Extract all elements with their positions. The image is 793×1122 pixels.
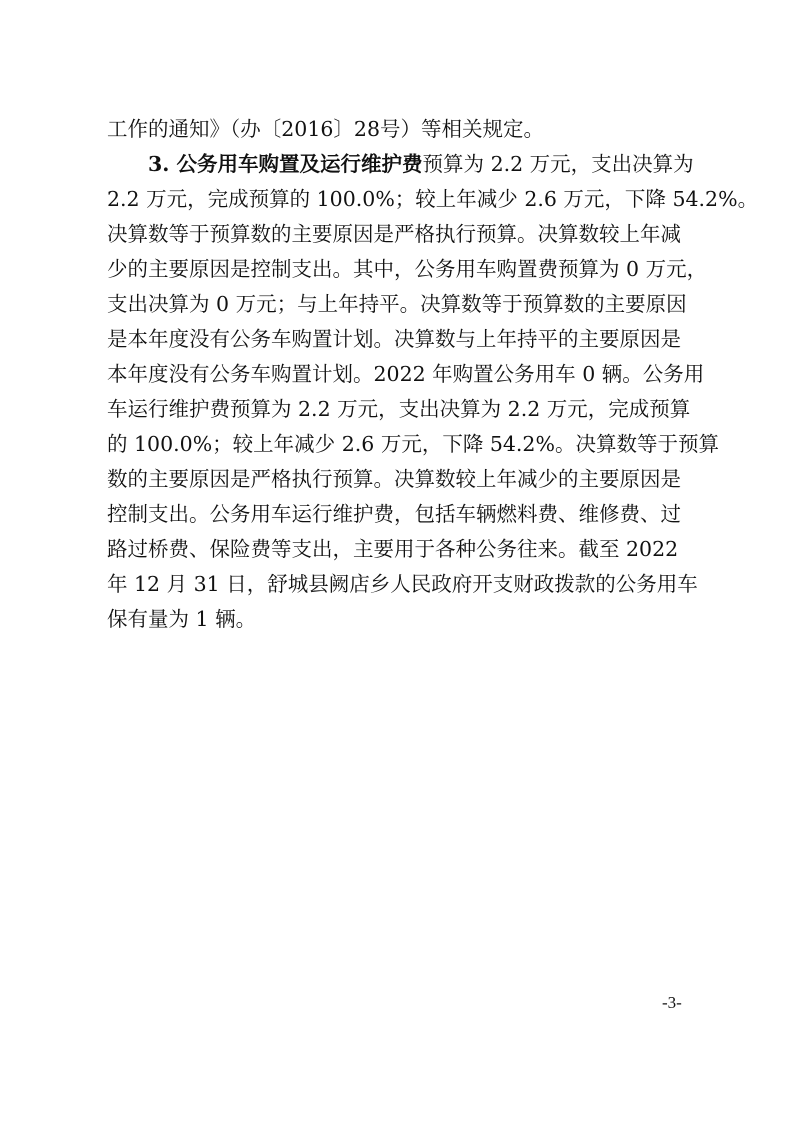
paragraph-line: 路过桥费、保险费等支出，主要用于各种公务往来。截至 2022 [107, 537, 679, 561]
section-first-line [107, 147, 693, 182]
paragraph-line: 控制支出。公务用车运行维护费，包括车辆燃料费、维修费、过 [107, 502, 681, 526]
document-body [107, 112, 759, 637]
paragraph-line: 保有量为 1 辆。 [107, 607, 257, 631]
paragraph-text: 预算为 2.2 万元，支出决算为 [422, 152, 694, 176]
page-number: -3- [662, 993, 682, 1012]
paragraph-line: 工作的通知》（办〔2016〕28号）等相关规定。 [107, 117, 545, 141]
paragraph-line: 2.2 万元，完成预算的 100.0%；较上年减少 2.6 万元，下降 54.2%。 [107, 187, 759, 211]
paragraph-line: 少的主要原因是控制支出。其中，公务用车购置费预算为 0 万元， [107, 257, 708, 281]
paragraph-line: 是本年度没有公务车购置计划。决算数与上年持平的主要原因是 [107, 327, 681, 351]
paragraph-line: 车运行维护费预算为 2.2 万元，支出决算为 2.2 万元，完成预算 [107, 397, 691, 421]
paragraph-line: 的 100.0%；较上年减少 2.6 万元，下降 54.2%。决算数等于预算 [107, 432, 719, 456]
section-heading: 3. 公务用车购置及运行维护费 [148, 152, 423, 176]
paragraph-line: 本年度没有公务车购置计划。2022 年购置公务用车 0 辆。公务用 [107, 362, 705, 386]
paragraph-line: 年 12 月 31 日，舒城县阙店乡人民政府开支财政拨款的公务用车 [107, 572, 698, 596]
paragraph-line: 数的主要原因是严格执行预算。决算数较上年减少的主要原因是 [107, 467, 681, 491]
paragraph-line: 决算数等于预算数的主要原因是严格执行预算。决算数较上年减 [107, 222, 681, 246]
paragraph-line: 支出决算为 0 万元；与上年持平。决算数等于预算数的主要原因 [107, 292, 687, 316]
